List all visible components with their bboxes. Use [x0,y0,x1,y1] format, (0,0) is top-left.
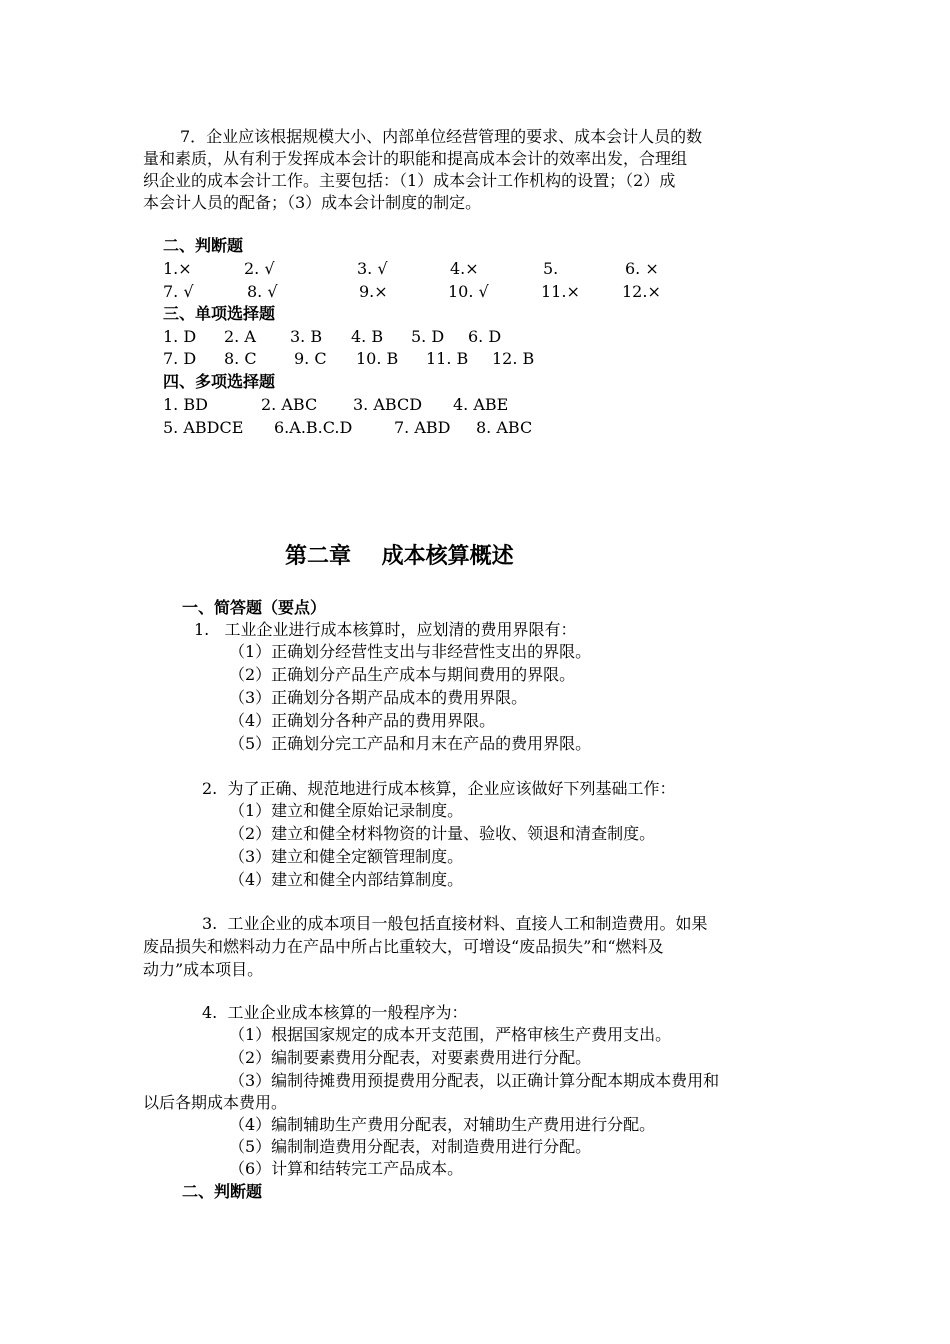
q2-item: （2）建立和健全材料物资的计量、验收、领退和清查制度。 [229,824,656,843]
answer-cell: 2. ABC [261,395,318,414]
q2-item: （3）建立和健全定额管理制度。 [229,847,464,866]
answer-cell: 4.× [450,259,479,278]
answer-cell: 8. C [224,349,257,368]
answer-cell: 11.× [541,282,580,301]
answer-cell: 3. B [290,327,323,346]
answer-cell: 2. √ [244,259,275,278]
answer-cell: 3. ABCD [353,395,423,414]
q2-item: （1）建立和健全原始记录制度。 [229,801,464,820]
answer-cell: 2. A [224,327,256,346]
section-title-single-choice: 三、单项选择题 [163,304,276,323]
question-3-line1: 3. 工业企业的成本项目一般包括直接材料、直接人工和制造费用。如果 [202,914,708,933]
para7-line3: 织企业的成本会计工作。主要包括：（1）成本会计工作机构的设置；（2）成 [143,171,676,190]
q1-item: （2）正确划分产品生产成本与期间费用的界限。 [229,665,576,684]
question-3-line3: 动力”成本项目。 [143,960,264,979]
answer-cell: 1. BD [163,395,208,414]
para7-line2: 量和素质，从有利于发挥成本会计的职能和提高成本会计的效率出发，合理组 [143,149,688,168]
question-2: 2. 为了正确、规范地进行成本核算，企业应该做好下列基础工作： [202,779,676,798]
answer-cell: 6.A.B.C.D [274,418,353,437]
para7-line1: 7．企业应该根据规模大小、内部单位经营管理的要求、成本会计人员的数 [180,127,703,146]
q1-item: （5）正确划分完工产品和月末在产品的费用界限。 [229,734,592,753]
section-title-judgment-ch2: 二、判断题 [182,1182,263,1201]
chapter-title: 第二章 成本核算概述 [285,544,514,569]
answer-cell: 5. [543,259,559,278]
answer-cell: 12.× [622,282,661,301]
answer-cell: 7. D [163,349,197,368]
q4-item-continued: 以后各期成本费用。 [143,1093,288,1112]
question-1: 1. 工业企业进行成本核算时，应划清的费用界限有： [194,620,577,639]
q4-item: （3）编制待摊费用预提费用分配表，以正确计算分配本期成本费用和 [229,1071,720,1090]
q1-item: （1）正确划分经营性支出与非经营性支出的界限。 [229,642,592,661]
answer-cell: 6. D [468,327,502,346]
q4-item: （4）编制辅助生产费用分配表，对辅助生产费用进行分配。 [229,1115,656,1134]
answer-cell: 9.× [359,282,388,301]
para7-line4: 本会计人员的配备；（3）成本会计制度的制定。 [143,193,482,212]
q4-item: （1）根据国家规定的成本开支范围，严格审核生产费用支出。 [229,1025,672,1044]
answer-cell: 8. √ [247,282,278,301]
answer-cell: 4. B [351,327,384,346]
answer-cell: 12. B [492,349,535,368]
answer-cell: 10. √ [448,282,489,301]
answer-cell: 7. √ [163,282,194,301]
answer-cell: 4. ABE [453,395,509,414]
q4-item: （6）计算和结转完工产品成本。 [229,1159,464,1178]
answer-cell: 10. B [356,349,399,368]
answer-cell: 1.× [163,259,192,278]
answer-cell: 7. ABD [394,418,451,437]
answer-cell: 3. √ [357,259,388,278]
answer-cell: 1. D [163,327,197,346]
section-title-judgment: 二、判断题 [163,236,244,255]
section-title-multiple-choice: 四、多项选择题 [163,372,276,391]
q1-item: （3）正确划分各期产品成本的费用界限。 [229,688,528,707]
question-4: 4. 工业企业成本核算的一般程序为： [202,1003,468,1022]
answer-cell: 5. D [411,327,445,346]
answer-cell: 9. C [294,349,327,368]
q4-item: （2）编制要素费用分配表，对要素费用进行分配。 [229,1048,592,1067]
answer-cell: 8. ABC [476,418,533,437]
section-title-short-answer: 一、简答题（要点） [182,598,327,617]
q2-item: （4）建立和健全内部结算制度。 [229,870,464,889]
answer-cell: 11. B [426,349,469,368]
answer-cell: 6. × [625,259,659,278]
q4-item: （5）编制制造费用分配表，对制造费用进行分配。 [229,1137,592,1156]
q1-item: （4）正确划分各种产品的费用界限。 [229,711,496,730]
question-3-line2: 废品损失和燃料动力在产品中所占比重较大，可增设“废品损失”和“燃料及 [143,937,664,956]
answer-cell: 5. ABDCE [163,418,244,437]
